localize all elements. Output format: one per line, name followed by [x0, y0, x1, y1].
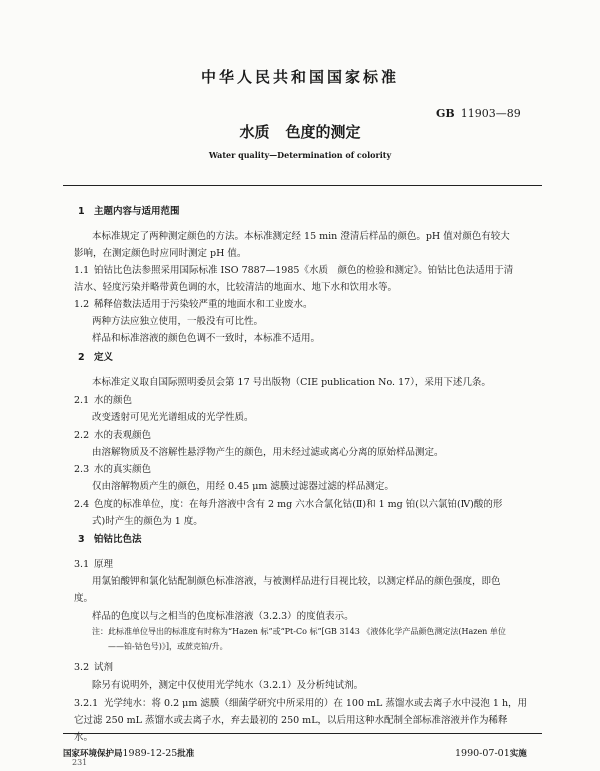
gb-number: 11903—89 — [460, 107, 521, 120]
section-1-heading — [78, 203, 180, 217]
english-subtitle: Water quality—Determination of colority — [208, 150, 392, 160]
section-title: 铂钴比色法 — [94, 534, 142, 545]
paragraph-line: 用氯铂酸钾和氯化钴配制颜色标准溶液，与被测样品进行目视比较，以测定样品的颜色强度，即色 — [92, 576, 501, 587]
bottom-divider — [63, 733, 542, 734]
clause-title: 试剂 — [94, 662, 114, 673]
page-number: 231 — [72, 758, 88, 767]
note-line: 注：此标准单位导出的标准度有时称为“Hazen 标”或“Pt-Co 标”[GB 3143 《液体化学产品颜色测定法(Hazen 单位 — [92, 627, 506, 636]
clause-1-1 — [74, 262, 513, 276]
paragraph-line: 它过滤 250 mL 蒸馏水或去离子水，弃去最初的 250 mL，以后用这种水配制全部标准溶液并作为稀释 — [74, 715, 508, 726]
section-number: 1 — [78, 206, 85, 217]
paragraph-line: 除另有说明外，测定中仅使用光学纯水（3.2.1）及分析纯试剂。 — [92, 680, 364, 691]
note-line: ——铂-钴色号)》]，或蔗克铂/升。 — [108, 642, 228, 651]
clause-title: 原理 — [94, 559, 114, 570]
paragraph-line: 样品和标准溶液的颜色色调不一致时，本标准不适用。 — [92, 333, 321, 344]
definition-2-4 — [74, 496, 502, 510]
definition-2-1 — [74, 392, 132, 406]
paragraph-line: 样品的色度以与之相当的色度标准溶液（3.2.3）的度值表示。 — [92, 611, 354, 622]
definition-title: 水的真实颜色 — [94, 464, 152, 475]
approval-suffix: 批准 — [177, 749, 195, 759]
title-part-2: 色度的测定 — [285, 123, 361, 141]
section-number: 2 — [78, 352, 85, 363]
paragraph-line: 本标准定义取自国际照明委员会第 17 号出版物（CIE publication No. 17），采用下述几条。 — [92, 377, 491, 388]
clause-3-1 — [74, 556, 113, 570]
clause-number: 2.2 — [74, 430, 90, 441]
clause-number: 2.3 — [74, 464, 90, 475]
title-part-1: 水质 — [239, 123, 270, 141]
implementation-date: 1990-07-01 — [455, 748, 510, 759]
paragraph-line: 洁水、轻度污染并略带黄色调的水，比较清洁的地面水、地下水和饮用水等。 — [74, 282, 398, 293]
paragraph-line: 仅由溶解物质产生的颜色，用经 0.45 μm 滤膜过滤器过滤的样品测定。 — [92, 481, 394, 492]
clause-number: 1.1 — [74, 265, 90, 276]
paragraph-line: 水。 — [74, 732, 94, 743]
clause-3-2 — [74, 659, 113, 673]
definition-2-3 — [74, 461, 151, 475]
clause-number: 3.2 — [74, 662, 90, 673]
clause-number: 3.2.1 — [74, 698, 99, 709]
clause-1-2 — [74, 296, 313, 310]
clause-number: 2.1 — [74, 395, 90, 406]
section-3-heading — [78, 531, 142, 545]
clause-text: 稀释倍数法适用于污染较严重的地面水和工业废水。 — [94, 299, 313, 310]
clause-3-2-1 — [74, 695, 527, 709]
paragraph-line: 度。 — [74, 593, 94, 604]
clause-number: 3.1 — [74, 559, 90, 570]
implementation-line — [455, 741, 527, 760]
definition-text: 色度的标准单位，度：在每升溶液中含有 2 mg 六水合氯化钴(Ⅱ)和 1 mg 铂(以六氯铂(Ⅳ)酸的形 — [94, 499, 503, 510]
paragraph-line: 两种方法应独立使用，一般没有可比性。 — [92, 316, 264, 327]
section-2-heading — [78, 349, 113, 363]
clause-number: 2.4 — [74, 499, 90, 510]
approval-date: 1989-12-25 — [122, 748, 178, 759]
paragraph-line: 由溶解物质及不溶解性悬浮物产生的颜色，用未经过滤或离心分离的原始样品测定。 — [92, 447, 444, 458]
definition-title: 水的颜色 — [94, 395, 133, 406]
definition-title: 水的表观颜色 — [94, 430, 152, 441]
paragraph-line: 改变透射可见光光谱组成的光学性质。 — [92, 412, 254, 423]
top-divider — [63, 185, 542, 186]
implementation-suffix: 实施 — [509, 749, 527, 759]
definition-2-2 — [74, 427, 151, 441]
document-title — [0, 121, 600, 142]
standard-title: 中华人民共和国国家标准 — [200, 68, 399, 86]
section-title: 定义 — [94, 352, 114, 363]
standard-number — [436, 107, 521, 120]
approval-org: 国家环境保护局 — [63, 749, 123, 759]
clause-text: 光学纯水：将 0.2 μm 滤膜（细菌学研究中所采用的）在 100 mL 蒸馏水或去离子水中浸泡 1 h，用 — [104, 698, 528, 709]
paragraph-line: 影响，在测定颜色时应同时测定 pH 值。 — [74, 248, 247, 259]
section-title: 主题内容与适用范围 — [94, 206, 180, 217]
section-number: 3 — [78, 534, 85, 545]
paragraph-line: 本标准规定了两种测定颜色的方法。本标准测定经 15 min 澄清后样品的颜色。pH 值对颜色有较大 — [92, 231, 510, 242]
gb-prefix: GB — [436, 107, 455, 120]
clause-text: 铂钴比色法参照采用国际标准 ISO 7887—1985《水质 颜色的检验和测定》。铂钴比色法适用于清 — [94, 265, 514, 276]
clause-number: 1.2 — [74, 299, 90, 310]
paragraph-line: 式)时产生的颜色为 1 度。 — [92, 516, 203, 527]
